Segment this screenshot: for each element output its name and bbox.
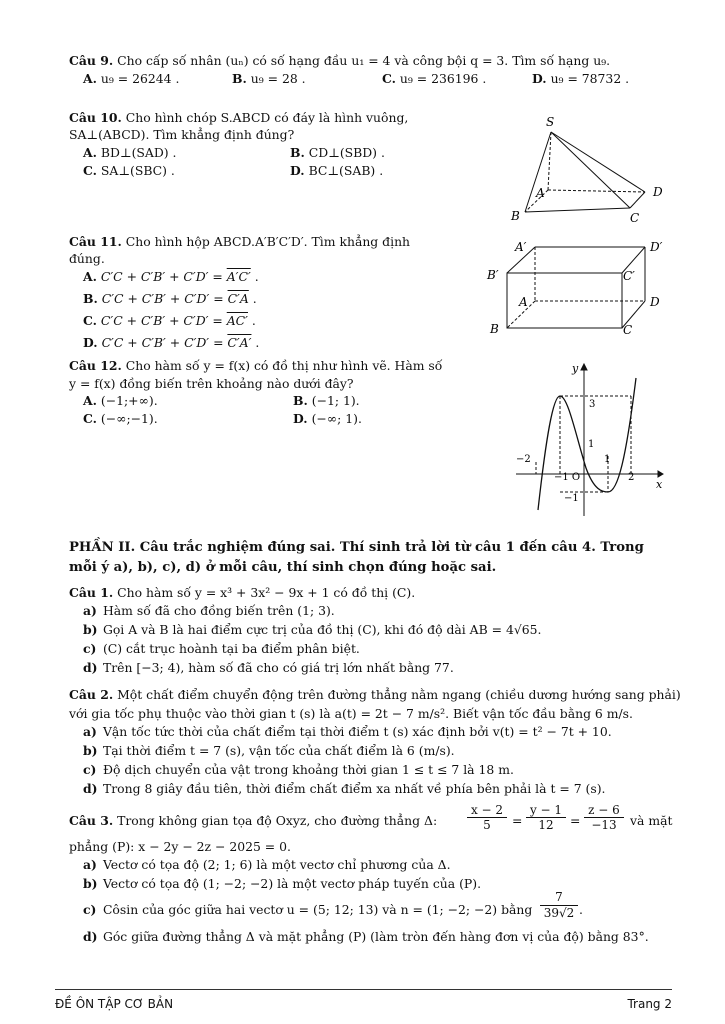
box-figure bbox=[485, 235, 675, 340]
edge-sc bbox=[551, 132, 630, 208]
q12-option-b: B. (−1; 1). bbox=[293, 393, 360, 408]
page-footer bbox=[55, 989, 672, 1013]
label-d-prime: D′ bbox=[650, 240, 663, 254]
p1-item-d: d) Trên [−3; 4), hàm số đã cho có giá trị lớn nhất bằng 77. bbox=[83, 660, 454, 675]
label-c: C bbox=[630, 211, 640, 225]
q9-number: Câu 9. bbox=[69, 53, 114, 68]
graph-tick-neg2: −2 bbox=[516, 454, 531, 465]
q11-number: Câu 11. bbox=[69, 234, 122, 249]
p2-item-d: d) Trong 8 giây đầu tiên, thời điểm chất điểm xa nhất về phía bên phải là t = 7 (s). bbox=[83, 781, 606, 796]
p3-number: Câu 3. bbox=[69, 813, 114, 828]
graph-tick-neg1y: −1 bbox=[564, 493, 579, 504]
q12-stem-line1: Câu 12. Cho hàm số y = f(x) có đồ thị như hình vẽ. Hàm số bbox=[69, 358, 443, 373]
q12-stem-line2: y = f(x) đồng biến trên khoảng nào dưới đây? bbox=[69, 376, 354, 391]
p2-item-c: c) Độ dịch chuyển của vật trong khoảng thời gian 1 ≤ t ≤ 7 là 18 m. bbox=[83, 762, 514, 777]
p1-number: Câu 1. bbox=[69, 585, 114, 600]
label-d: D bbox=[653, 185, 663, 199]
p1-item-b: b) Gọi A và B là hai điểm cực trị của đồ thị (C), khi đó độ dài AB = 4√65. bbox=[83, 622, 542, 637]
pyramid-figure bbox=[500, 108, 680, 230]
edge-sb bbox=[525, 132, 551, 212]
p2-item-a: a) Vận tốc tức thời của chất điểm tại thời điểm t (s) xác định bởi v(t) = t² − 7t + 10. bbox=[83, 724, 612, 739]
q12-number: Câu 12. bbox=[69, 358, 122, 373]
q10-option-d: D. BC⊥(SAB) . bbox=[290, 163, 384, 178]
q10-option-c: C. SA⊥(SBC) . bbox=[83, 163, 175, 178]
label-b-prime: B′ bbox=[487, 268, 499, 282]
graph-tick-neg1-origin: −1 O bbox=[554, 472, 581, 483]
p3-item-c-fraction: 7 39√2 bbox=[540, 890, 578, 921]
p3-stem-line1: Câu 3. Trong không gian tọa độ Oxyz, cho đường thẳng Δ: bbox=[69, 813, 438, 828]
label-b: B bbox=[490, 322, 499, 336]
q9-stem bbox=[69, 52, 610, 70]
label-d: D bbox=[650, 295, 660, 309]
p1-item-c: c) (C) cắt trục hoành tại ba điểm phân biệt. bbox=[83, 641, 360, 656]
p2-number: Câu 2. bbox=[69, 687, 114, 702]
q9-option-d: D. u₉ = 78732 . bbox=[532, 71, 630, 86]
p3-item-d: d) Góc giữa đường thẳng Δ và mặt phẳng (P) (làm tròn đến hàng đơn vị của độ) bằng 83°. bbox=[83, 929, 649, 944]
q9-option-b: B. u₉ = 28 . bbox=[232, 71, 306, 86]
p3-stem-tail: và mặt bbox=[630, 813, 673, 828]
label-c-prime: C′ bbox=[623, 269, 635, 283]
q9-option-c: C. u₉ = 236196 . bbox=[382, 71, 487, 86]
footer-title: ĐỀ ÔN TẬP CƠ BẢN bbox=[55, 997, 174, 1011]
p1-item-a: a) Hàm số đã cho đồng biến trên (1; 3). bbox=[83, 603, 335, 618]
p3-item-a: a) Vectơ có tọa độ (2; 1; 6) là một vectơ chỉ phương của Δ. bbox=[83, 857, 451, 872]
graph-y-label: y bbox=[572, 362, 579, 375]
p3-item-b: b) Vectơ có tọa độ (1; −2; −2) là một vectơ pháp tuyến của (P). bbox=[83, 876, 482, 891]
label-b: B bbox=[511, 209, 520, 223]
p1-stem: Câu 1. Cho hàm số y = x³ + 3x² − 9x + 1 có đồ thị (C). bbox=[69, 585, 416, 600]
q10-number: Câu 10. bbox=[69, 110, 122, 125]
q11-option-b: B. C′C + C′B′ + C′D′ = C′A . bbox=[83, 291, 257, 306]
p2-item-b: b) Tại thời điểm t = 7 (s), vận tốc của chất điểm là 6 (m/s). bbox=[83, 743, 455, 758]
q11-stem-line2: đúng. bbox=[69, 251, 105, 266]
q12-option-d: D. (−∞; 1). bbox=[293, 411, 362, 426]
label-a: A bbox=[519, 295, 528, 309]
p3-item-c: c) Côsin của góc giữa hai vectơ u = (5; 12; 13) và n = (1; −2; −2) bằng bbox=[83, 902, 533, 917]
p3-frac-y: y − 1 12 bbox=[526, 803, 566, 833]
q9-text: Cho cấp số nhân (uₙ) có số hạng đầu u₁ = 4 và công bội q = 3. Tìm số hạng u₉. bbox=[117, 53, 611, 68]
label-s: S bbox=[546, 115, 555, 129]
q11-option-c: C. C′C + C′B′ + C′D′ = AC′ . bbox=[83, 313, 256, 328]
q11-option-a: A. C′C + C′B′ + C′D′ = A′C′ . bbox=[83, 269, 259, 284]
label-c: C bbox=[623, 323, 633, 337]
label-a-prime: A′ bbox=[515, 240, 527, 254]
p3-frac-x: x − 2 5 bbox=[467, 803, 507, 833]
graph-tick-2: 2 bbox=[628, 472, 635, 483]
part2-heading: PHẦN II. Câu trắc nghiệm đúng sai. Thí sinh trả lời từ câu 1 đến câu 4. Trong mỗi ý a), b), c), d) ở mỗi câu, thí sinh chọn đúng hoặc sai. bbox=[69, 540, 644, 575]
q10-option-a: A. BD⊥(SAD) . bbox=[83, 145, 177, 160]
p2-stem-line1: Câu 2. Một chất điểm chuyển động trên đường thẳng nằm ngang (chiều dương hướng sang phải) bbox=[69, 687, 681, 702]
q11-option-d: D. C′C + C′B′ + C′D′ = C′A′ . bbox=[83, 335, 260, 350]
q11-stem-line1: Câu 11. Cho hình hộp ABCD.A′B′C′D′. Tìm khẳng định bbox=[69, 234, 411, 249]
q10-stem-line1: Câu 10. Cho hình chóp S.ABCD có đáy là hình vuông, bbox=[69, 110, 409, 125]
graph-tick-1x: 1 bbox=[604, 454, 611, 465]
q9-option-a: A. u₉ = 26244 . bbox=[83, 71, 180, 86]
p2-stem-line2: với gia tốc phụ thuộc vào thời gian t (s) là a(t) = 2t − 7 m/s². Biết vận tốc đầu bằng 6 m/s. bbox=[69, 706, 633, 721]
q10-option-b: B. CD⊥(SBD) . bbox=[290, 145, 385, 160]
q12-option-a: A. (−1;+∞). bbox=[83, 393, 158, 408]
graph-tick-1y: 1 bbox=[588, 439, 595, 450]
graph-x-label: x bbox=[656, 478, 663, 491]
p3-frac-z: z − 6 −13 bbox=[584, 803, 624, 833]
label-a: A bbox=[536, 186, 545, 200]
p3-stem-line2: phẳng (P): x − 2y − 2z − 2025 = 0. bbox=[69, 839, 291, 854]
edge-sd bbox=[551, 132, 645, 192]
curve bbox=[538, 378, 636, 510]
function-graph bbox=[508, 358, 668, 518]
graph-tick-3: 3 bbox=[589, 399, 596, 410]
page-number: Trang 2 bbox=[627, 997, 672, 1011]
q12-option-c: C. (−∞;−1). bbox=[83, 411, 158, 426]
q10-stem-line2: SA⊥(ABCD). Tìm khẳng định đúng? bbox=[69, 127, 295, 142]
